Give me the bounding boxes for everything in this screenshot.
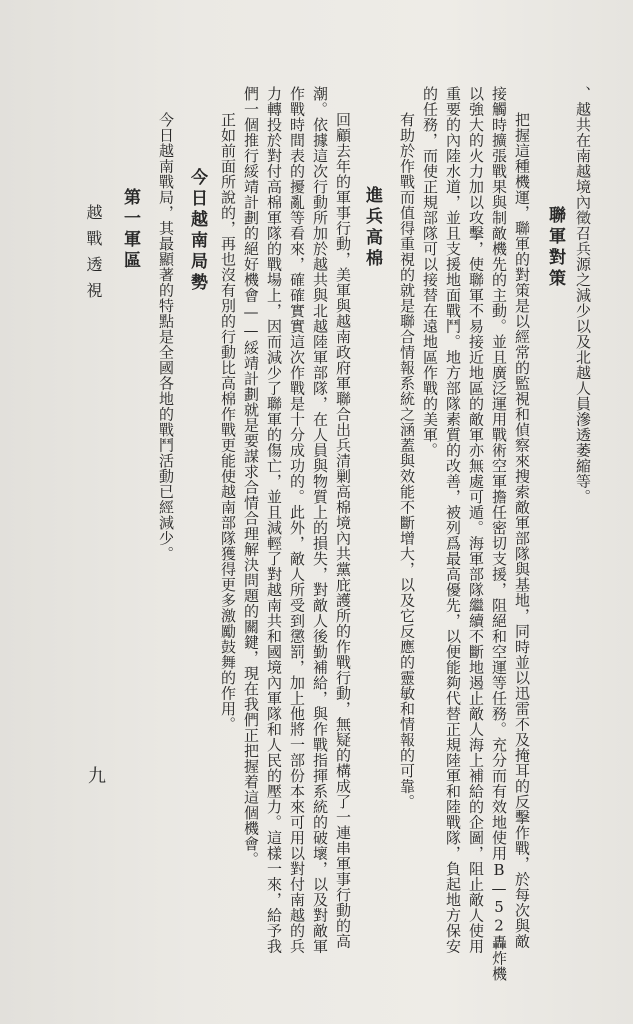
running-title: 越戰透視 (84, 204, 103, 308)
page-number: 九 (88, 766, 106, 787)
section2-line-2: 潮。依據這次行動所加於越共與北越陸軍部隊，在人員與物質上的損失，對敵人後勤補給，與作戰指揮系統的破壞，以及對敵軍 (311, 86, 329, 954)
section2-line-6: 正如前面所說的，再也沒有別的行動比高棉作戰更能使越南部隊獲得更多激勵鼓舞的作用。 (219, 112, 237, 732)
section1-line-2: 接觸時擴張戰果與制敵機先的主動。並且廣泛運用戰術空軍擔任密切支援，阻絕和空運等任務。充分而有效地使用B—52轟炸機 (490, 86, 508, 982)
section-heading-current-situation: 今日越南局勢 (187, 168, 207, 294)
section1-line-3: 以強大的火力加以攻擊，使聯軍不易接近地區的敵軍亦無處可遁。海軍部隊繼續不斷地遏止敵人海上補給的企圖，阻止敵人使用 (467, 86, 485, 954)
section2-line-5: 們一個推行綏靖計劃的絕好機會——綏靖計劃就是要謀求合情合理解決問題的關鍵，現在我們正把握着這個機會。 (242, 86, 260, 867)
section-heading-allied-strategy: 聯軍對策 (545, 206, 565, 290)
section1-line-1: 把握這種機運，聯軍的對策是以經常的監視和偵察來搜索敵軍部隊與基地，同時並以迅雷不及掩耳的反擊作戰，於每次與敵 (513, 112, 531, 949)
section2-line-4: 力轉投於對付高棉軍隊的戰場上，因而減少了聯軍的傷亡，並且減輕了對越南共和國境內軍隊和人民的壓力。這樣一來，給予我 (265, 86, 283, 954)
section2-line-3: 作戰時間表的擾亂等看來，確確實實這次作戰是十分成功的。此外，敵人所受到懲罰，加上他將一部份本來可用以對付南越的兵 (288, 86, 306, 954)
section3-line-1: 今日越南戰局，其最顯著的特點是全國各地的戰鬥活動已經減少。 (157, 112, 175, 562)
subheading-first-corps: 第一軍區 (120, 188, 140, 272)
section1-line-5: 的任務，而使正規部隊可以接替在遠地區作戰的美軍。 (421, 86, 439, 458)
section2-line-1: 回顧去年的軍事行動，美軍與越南政府軍聯合出兵清剿高棉境內共黨庇護所的作戰行動，無疑的構成了一連串軍事行動的高 (334, 112, 352, 949)
section1-line-6: 有助於作戰而值得重視的就是聯合情報系統之涵蓋與效能不斷增大，以及它反應的靈敏和情報的可靠。 (398, 112, 416, 810)
section-heading-cambodia-operation: 進兵高棉 (362, 186, 382, 270)
section1-line-4: 重要的內陸水道，並且支援地面戰鬥。地方部隊素質的改善，被列爲最高優先，以便能夠代替正規陸軍和陸戰隊，負起地方保安 (444, 86, 462, 954)
intro-line: 、越共在南越境內徵召兵源之減少以及北越人員滲透萎縮等。 (574, 86, 592, 505)
